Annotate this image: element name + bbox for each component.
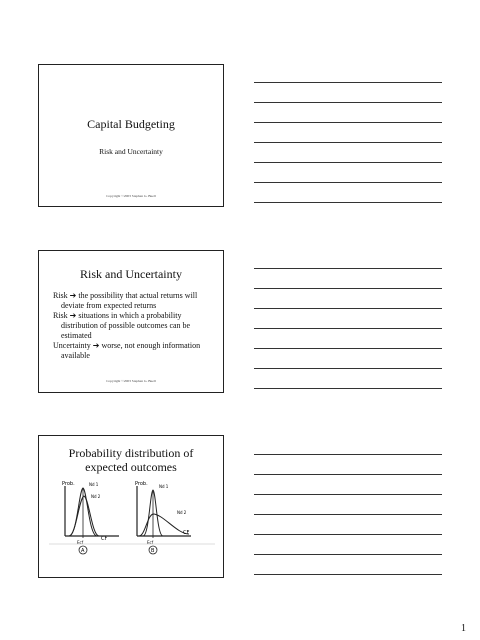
slide-title: Capital Budgeting (87, 117, 175, 131)
panel-b-curve-2 (139, 514, 189, 536)
slide-1 (38, 64, 224, 207)
panel-a-mean-label: Ecf (77, 540, 84, 545)
slide-title: Risk and Uncertainty (80, 267, 182, 281)
panel-a-circle-label: A (81, 548, 85, 554)
note-line (254, 534, 442, 535)
copyright: Copyright ©2003 Stephen G. Buell (106, 379, 156, 383)
panel-a-y-label: Prob. (62, 481, 75, 487)
note-line (254, 202, 442, 203)
note-line (254, 268, 442, 269)
note-line (254, 182, 442, 183)
note-line (254, 328, 442, 329)
slide-title-line-1: Probability distribution of (68, 446, 194, 460)
note-line (254, 82, 442, 83)
slide-3 (38, 435, 224, 578)
panel-b-curve-1-label: Nd 1 (159, 484, 169, 489)
note-line (254, 574, 442, 575)
note-line (254, 142, 442, 143)
panel-b-mean-label: Ecf (147, 540, 154, 545)
panel-a (62, 481, 119, 554)
bullet-text: situations in which a probability (78, 311, 182, 320)
panel-a-curve-2 (69, 496, 99, 536)
note-line (254, 102, 442, 103)
note-line (254, 162, 442, 163)
panel-a-curve-2-label: Nd 2 (91, 494, 101, 499)
note-line (254, 554, 442, 555)
panel-b-x-label: CF (183, 530, 190, 536)
note-line (254, 454, 442, 455)
bullet-item (53, 311, 217, 341)
bullet-text: the possibility that actual returns will (78, 291, 198, 300)
arrow-icon: ➔ (92, 341, 100, 350)
panel-b (135, 481, 191, 554)
panel-a-curve-1-label: Nd 1 (89, 482, 99, 487)
bullet-continuation: estimated (61, 331, 92, 340)
bullet-text: worse, not enough information (101, 341, 201, 350)
note-line (254, 368, 442, 369)
bullet-item (53, 291, 217, 311)
bullet-item (53, 341, 217, 361)
probability-sketch (39, 476, 223, 566)
note-line (254, 474, 442, 475)
arrow-icon: ➔ (69, 311, 77, 320)
note-line (254, 122, 442, 123)
note-line (254, 288, 442, 289)
bullet-list (53, 291, 217, 361)
slide-subtitle: Risk and Uncertainty (99, 147, 163, 156)
note-line (254, 308, 442, 309)
slide-2 (38, 250, 224, 393)
bullet-term: Risk (53, 311, 68, 320)
bullet-continuation: distribution of possible outcomes can be (61, 321, 191, 330)
note-line (254, 348, 442, 349)
panel-a-x-label: CF (101, 536, 108, 542)
bullet-term: Risk (53, 291, 68, 300)
copyright: Copyright ©2003 Stephen G. Buell (106, 194, 156, 198)
arrow-icon: ➔ (69, 291, 77, 300)
bullet-term: Uncertainty (53, 341, 91, 350)
note-line (254, 514, 442, 515)
panel-b-circle-label: B (151, 548, 155, 554)
panel-b-y-label: Prob. (135, 481, 148, 487)
bullet-continuation: available (61, 351, 90, 360)
page-number: 1 (461, 623, 466, 634)
panel-b-curve-2-label: Nd 2 (177, 510, 187, 515)
bullet-continuation: deviate from expected returns (61, 301, 157, 310)
note-line (254, 388, 442, 389)
slide-title-line-2: expected outcomes (85, 460, 177, 474)
note-line (254, 494, 442, 495)
